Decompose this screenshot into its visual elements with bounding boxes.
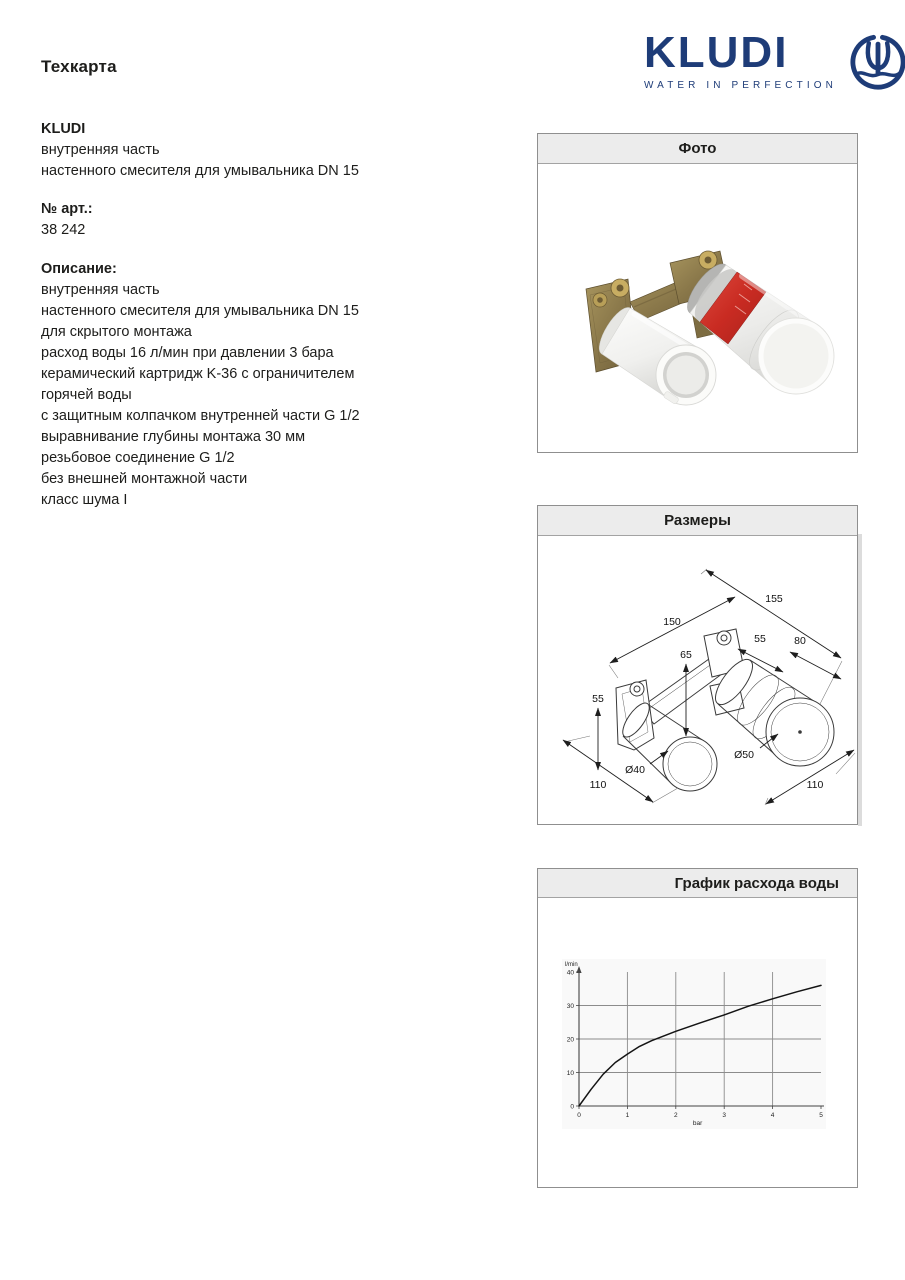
article-label: № арт.: [41, 201, 93, 217]
photo-panel-body [538, 164, 857, 454]
x-tick-label: 2 [673, 1112, 678, 1119]
flow-chart [562, 959, 826, 1129]
description-line: без внешней монтажной части [41, 471, 248, 487]
dim-label-d50: Ø50 [734, 749, 754, 761]
description-line: для скрытого монтажа [41, 324, 192, 340]
x-tick-label: 3 [722, 1112, 727, 1119]
kludi-water-icon [849, 33, 905, 91]
logo-brand-text: KLUDI [644, 28, 789, 77]
dimensions-panel [537, 505, 858, 825]
dim-label-110-right: 110 [806, 779, 824, 791]
description-line: внутренняя часть [41, 282, 160, 298]
description-line: выравнивание глубины монтажа 30 мм [41, 429, 306, 445]
kludi-logo [644, 28, 905, 91]
x-tick-label: 0 [577, 1112, 581, 1119]
description-line: класс шума I [41, 492, 128, 508]
page-title: Техкарта [41, 57, 117, 76]
product-brand: KLUDI [41, 121, 86, 137]
y-tick-label: 30 [566, 1002, 574, 1010]
dim-label-55-left: 55 [592, 693, 604, 705]
x-tick-label: 5 [819, 1112, 823, 1119]
description-line: резьбовое соединение G 1/2 [41, 450, 235, 466]
dim-label-110-left: 110 [589, 779, 607, 791]
x-tick-label: 4 [770, 1112, 775, 1119]
logo-text-block [644, 28, 837, 91]
description-line: горячей воды [41, 387, 132, 403]
description-line: керамический картридж K-36 с ограничителем [41, 366, 355, 382]
product-name-line: настенного смесителя для умывальника DN 15 [41, 163, 359, 179]
flow-curve [579, 985, 821, 1106]
dimension-drawing [538, 536, 856, 826]
photo-panel [537, 133, 858, 453]
dim-label-150: 150 [663, 616, 681, 628]
y-tick-label: 10 [566, 1069, 574, 1077]
photo-panel-title: Фото [678, 140, 717, 157]
dimensions-panel-title: Размеры [664, 512, 731, 529]
article-number: 38 242 [41, 222, 86, 238]
y-axis-title: l/min [565, 962, 578, 968]
dimensions-panel-header [538, 506, 857, 536]
logo-tagline: WATER IN PERFECTION [644, 80, 837, 91]
description-label: Описание: [41, 261, 117, 277]
product-info-column [41, 119, 501, 511]
dim-label-80: 80 [794, 635, 806, 647]
x-axis-title: bar [692, 1120, 703, 1127]
flow-chart-panel-body [538, 898, 857, 1188]
description-line: настенного смесителя для умывальника DN 15 [41, 303, 359, 319]
y-tick-label: 0 [570, 1103, 574, 1111]
flow-chart-panel-header [538, 869, 857, 898]
description-line: с защитным колпачком внутренней части G 1/2 [41, 408, 360, 424]
part-outline [616, 629, 834, 791]
product-name-line: внутренняя часть [41, 142, 160, 158]
photo-panel-header [538, 134, 857, 164]
dim-label-d40: Ø40 [625, 764, 645, 776]
flow-chart-panel [537, 868, 858, 1188]
flow-chart-area [562, 959, 826, 1129]
dim-label-155: 155 [765, 593, 783, 605]
x-tick-label: 1 [625, 1112, 630, 1119]
y-tick-label: 40 [566, 969, 574, 977]
product-photo-illustration [538, 164, 856, 453]
description-line: расход воды 16 л/мин при давлении 3 бара [41, 345, 334, 361]
y-tick-label: 20 [566, 1036, 574, 1044]
dim-label-55-mid: 55 [754, 633, 766, 645]
dimensions-panel-body [538, 536, 857, 826]
flow-chart-panel-title: График расхода воды [674, 874, 839, 892]
dim-label-65: 65 [680, 649, 692, 661]
